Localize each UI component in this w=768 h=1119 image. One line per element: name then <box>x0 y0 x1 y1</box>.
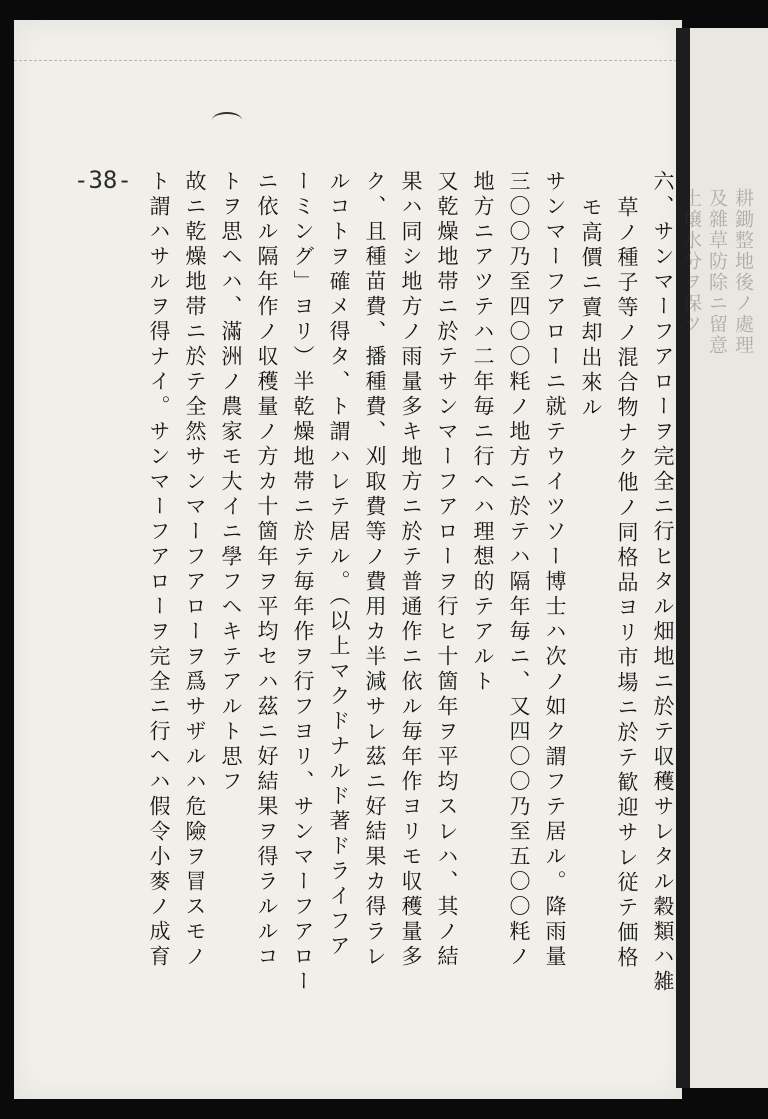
facing-page-column: 土壌水分ヲ保ツ <box>680 188 702 335</box>
text-column: ク、且種苗費、播種費、刈取費等ノ費用カ半減サレ茲ニ好結果カ得ラレ <box>363 170 387 970</box>
text-column: 果ハ同シ地方ノ雨量多キ地方ニ於テ普通作ニ依ル毎年作ヨリモ収穫量多 <box>399 170 423 970</box>
text-column: 三〇〇乃至四〇〇粍ノ地方ニ於テハ隔年毎ニ、又四〇〇乃至五〇〇粍ノ <box>507 170 531 970</box>
text-column: 六、サンマーフアローヲ完全ニ行ヒタル畑地ニ於テ収穫サレタル穀類ハ雑 <box>651 170 675 995</box>
text-column: サンマーフアローニ就テウイツソー博士ハ次ノ如ク謂フテ居ル。降雨量 <box>543 170 567 970</box>
text-column: ーミング」ヨリ）半乾燥地帯ニ於テ毎年作ヲ行フヨリ、サンマーフアロー <box>291 170 315 995</box>
text-column: ニ依ル隔年作ノ収穫量ノ方カ十箇年ヲ平均セハ茲ニ好結果ヲ得ラルルコ <box>255 170 279 970</box>
book-page <box>14 20 682 1099</box>
page-number: -38- <box>74 166 132 194</box>
facing-page-column: 耕鋤整地後ノ處理 <box>732 188 754 356</box>
ink-mark <box>212 112 242 128</box>
top-rule <box>14 60 682 61</box>
text-column: ト謂ハサルヲ得ナイ。サンマーフアローヲ完全ニ行ヘハ假令小麥ノ成育 <box>147 170 171 970</box>
text-column: トヲ思ヘハ、滿洲ノ農家モ大イニ學フヘキテアルト思フ <box>219 170 243 795</box>
facing-page-column: 及雜草防除ニ留意 <box>706 188 728 356</box>
vertical-text-body <box>118 170 678 1050</box>
book-spine <box>676 28 690 1088</box>
text-column: 故ニ乾燥地帯ニ於テ全然サンマーフアローヲ爲サザルハ危險ヲ冒スモノ <box>183 170 207 970</box>
text-column: 地方ニアツテハ二年毎ニ行ヘハ理想的テアルト <box>471 170 495 695</box>
text-column: モ高價ニ賣却出來ル <box>579 196 603 421</box>
text-column: 草ノ種子等ノ混合物ナク他ノ同格品ヨリ市場ニ於テ歓迎サレ従テ価格 <box>615 196 639 971</box>
facing-page <box>680 28 768 1088</box>
text-column: ルコトヲ確メ得タ、ト謂ハレテ居ル。（以上マクドナルド著ドライフア <box>327 170 351 960</box>
text-column: 又乾燥地帯ニ於テサンマーフアローヲ行ヒ十箇年ヲ平均スレハ、其ノ結 <box>435 170 459 970</box>
